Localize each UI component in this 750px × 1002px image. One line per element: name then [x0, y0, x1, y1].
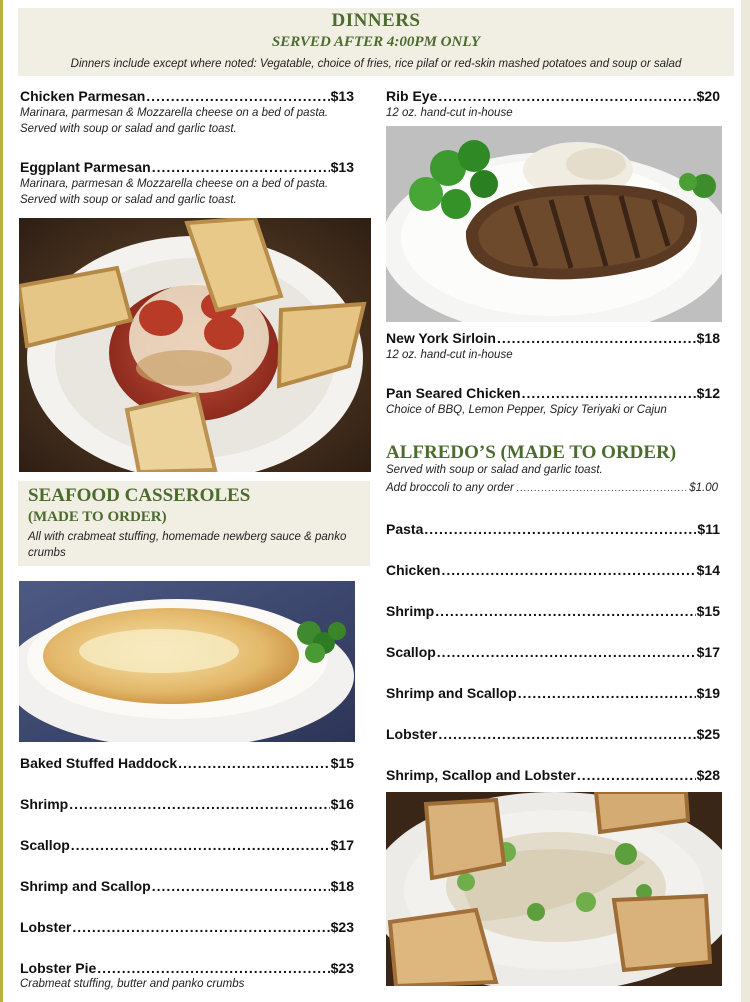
item-price: $14 — [696, 562, 720, 578]
item-price: $18 — [696, 330, 720, 346]
item-description: Marinara, parmesan & Mozzarella cheese on a bed of pasta. Served with soup or salad and garlic toast. — [20, 178, 329, 206]
item-name: Chicken Parmesan — [20, 88, 146, 104]
rib-eye-photo — [386, 126, 722, 322]
page-subtitle: SERVED AFTER 4:00PM ONLY — [271, 34, 481, 50]
section-note: All with crabmeat stuffing, homemade newberg sauce & panko crumbs — [28, 531, 347, 559]
item-name: Scallop — [20, 837, 70, 853]
menu-item — [20, 88, 354, 137]
section-title: SEAFOOD CASSEROLES — [28, 485, 251, 506]
menu-item — [20, 837, 354, 853]
item-price: $13 — [330, 159, 354, 175]
item-name: Lobster Pie — [20, 960, 97, 976]
item-name: Shrimp and Scallop — [20, 878, 151, 894]
seafood-header — [18, 481, 370, 566]
chicken-parmesan-photo — [19, 218, 371, 472]
item-name: Scallop — [386, 644, 436, 660]
menu-item — [20, 159, 354, 208]
item-price: $12 — [696, 385, 720, 401]
menu-item — [386, 767, 720, 783]
item-price: $28 — [696, 767, 720, 783]
left-border — [0, 0, 3, 1002]
item-description: Marinara, parmesan & Mozzarella cheese on a bed of pasta. Served with soup or salad and garlic toast. — [20, 107, 329, 135]
item-name: Shrimp — [386, 603, 435, 619]
item-description: 12 oz. hand-cut in-house — [386, 349, 513, 361]
menu-item — [386, 88, 720, 121]
alfredo-title: ALFREDO’S (MADE TO ORDER) — [386, 442, 677, 463]
seafood-casserole-photo — [19, 581, 355, 742]
item-price: $15 — [330, 755, 354, 771]
item-price: $13 — [330, 88, 354, 104]
dinners-note: Dinners include except where noted: Vegatable, choice of fries, rice pilaf or red-skin mashed potatoes and soup or salad — [70, 58, 682, 70]
item-name: Rib Eye — [386, 88, 438, 104]
item-price: $11 — [697, 521, 720, 537]
item-name: Chicken — [386, 562, 441, 578]
menu-item — [386, 521, 720, 537]
section-subtitle: (MADE TO ORDER) — [28, 509, 167, 525]
item-description: 12 oz. hand-cut in-house — [386, 107, 513, 119]
broccoli-addon — [386, 482, 718, 494]
item-price: $23 — [330, 919, 354, 935]
menu-item — [20, 919, 354, 935]
alfredo-photo — [386, 792, 722, 986]
menu-item — [20, 796, 354, 812]
dinners-header — [18, 8, 734, 76]
right-border — [741, 0, 750, 1002]
item-name: Pasta — [386, 521, 424, 537]
item-description: Crabmeat stuffing, butter and panko crumbs — [20, 978, 245, 990]
item-name: Baked Stuffed Haddock — [20, 755, 178, 771]
item-price: $20 — [696, 88, 720, 104]
menu-item — [386, 385, 720, 418]
item-name: New York Sirloin — [386, 330, 496, 346]
item-price: $23 — [330, 960, 354, 976]
item-price: $17 — [696, 644, 720, 660]
item-description: Choice of BBQ, Lemon Pepper, Spicy Teriyaki or Cajun — [386, 404, 667, 416]
item-name: Shrimp, Scallop and Lobster — [386, 767, 576, 783]
item-price: $18 — [330, 878, 354, 894]
page-title: DINNERS — [331, 10, 421, 31]
item-name: Lobster — [20, 919, 72, 935]
menu-item — [20, 755, 354, 771]
item-price: $15 — [696, 603, 720, 619]
item-name: Shrimp — [20, 796, 69, 812]
menu-item — [386, 644, 720, 660]
item-name: Eggplant Parmesan — [20, 159, 151, 175]
addon-price: $1.00 — [689, 482, 718, 494]
menu-item — [20, 878, 354, 894]
menu-item — [386, 330, 720, 363]
menu-item — [386, 603, 720, 619]
item-name: Pan Seared Chicken — [386, 385, 521, 401]
menu-item — [20, 960, 354, 992]
item-price: $17 — [330, 837, 354, 853]
menu-item — [386, 685, 720, 701]
menu-item — [386, 562, 720, 578]
item-price: $19 — [696, 685, 720, 701]
item-name: Lobster — [386, 726, 438, 742]
menu-item — [386, 726, 720, 742]
addon-label: Add broccoli to any order — [386, 482, 514, 494]
item-name: Shrimp and Scallop — [386, 685, 517, 701]
item-price: $25 — [696, 726, 720, 742]
alfredo-note: Served with soup or salad and garlic toast. — [386, 464, 603, 476]
item-price: $16 — [330, 796, 354, 812]
